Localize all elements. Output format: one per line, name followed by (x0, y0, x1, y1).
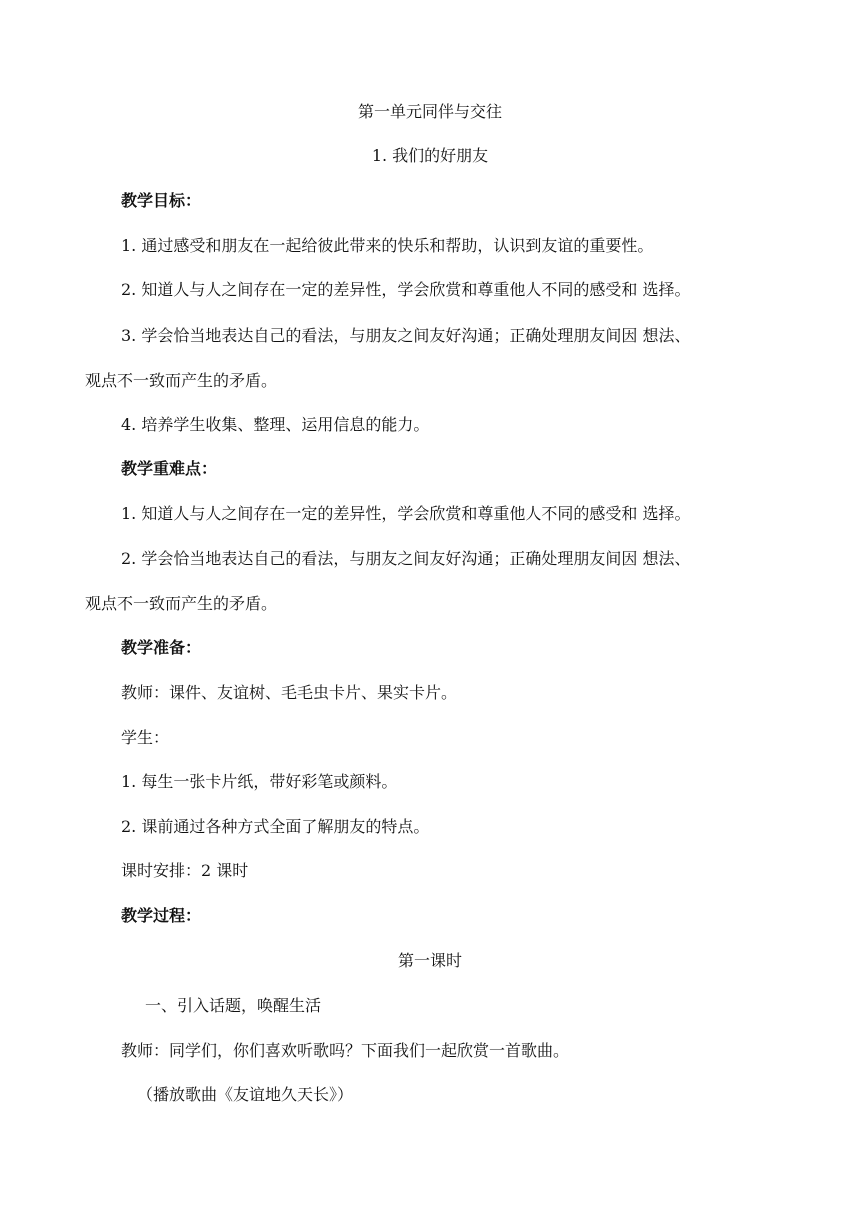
unit-title: 第一单元同伴与交往 (357, 102, 502, 121)
key-points-heading: 教学重难点： (121, 459, 218, 478)
objective-item-2: 2. 知道人与人之间存在一定的差异性，学会欣赏和尊重他人不同的感受和 选择。 (121, 280, 691, 299)
schedule: 课时安排：2 课时 (121, 861, 249, 880)
teacher-materials: 教师：课件、友谊树、毛毛虫卡片、果实卡片。 (121, 683, 458, 702)
key-point-item-2: 2. 学会恰当地表达自己的看法，与朋友之间友好沟通；正确处理朋友间因 想法、 (121, 549, 691, 568)
objective-item-3: 3. 学会恰当地表达自己的看法，与朋友之间友好沟通；正确处理朋友间因 想法、 (121, 326, 691, 345)
student-label: 学生： (121, 728, 170, 747)
lesson-title: 1. 我们的好朋友 (371, 146, 489, 165)
objective-item-1: 1. 通过感受和朋友在一起给彼此带来的快乐和帮助，认识到友谊的重要性。 (121, 236, 654, 255)
section-heading-1: 一、引入话题，唤醒生活 (145, 996, 322, 1015)
teacher-line: 教师：同学们，你们喜欢听歌吗？下面我们一起欣赏一首歌曲。 (121, 1041, 570, 1060)
key-point-item-2-continued: 观点不一致而产生的矛盾。 (85, 594, 278, 613)
key-point-item-1: 1. 知道人与人之间存在一定的差异性，学会欣赏和尊重他人不同的感受和 选择。 (121, 504, 691, 523)
student-item-2: 2. 课前通过各种方式全面了解朋友的特点。 (121, 817, 430, 836)
song-note: （播放歌曲《友谊地久天长》） (137, 1085, 354, 1104)
objectives-heading: 教学目标： (121, 191, 202, 210)
objective-item-4: 4. 培养学生收集、整理、运用信息的能力。 (121, 415, 430, 434)
session-title: 第一课时 (397, 951, 462, 970)
student-item-1: 1. 每生一张卡片纸，带好彩笔或颜料。 (121, 772, 398, 791)
process-heading: 教学过程： (121, 906, 202, 925)
preparation-heading: 教学准备： (121, 638, 202, 657)
objective-item-3-continued: 观点不一致而产生的矛盾。 (85, 371, 278, 390)
